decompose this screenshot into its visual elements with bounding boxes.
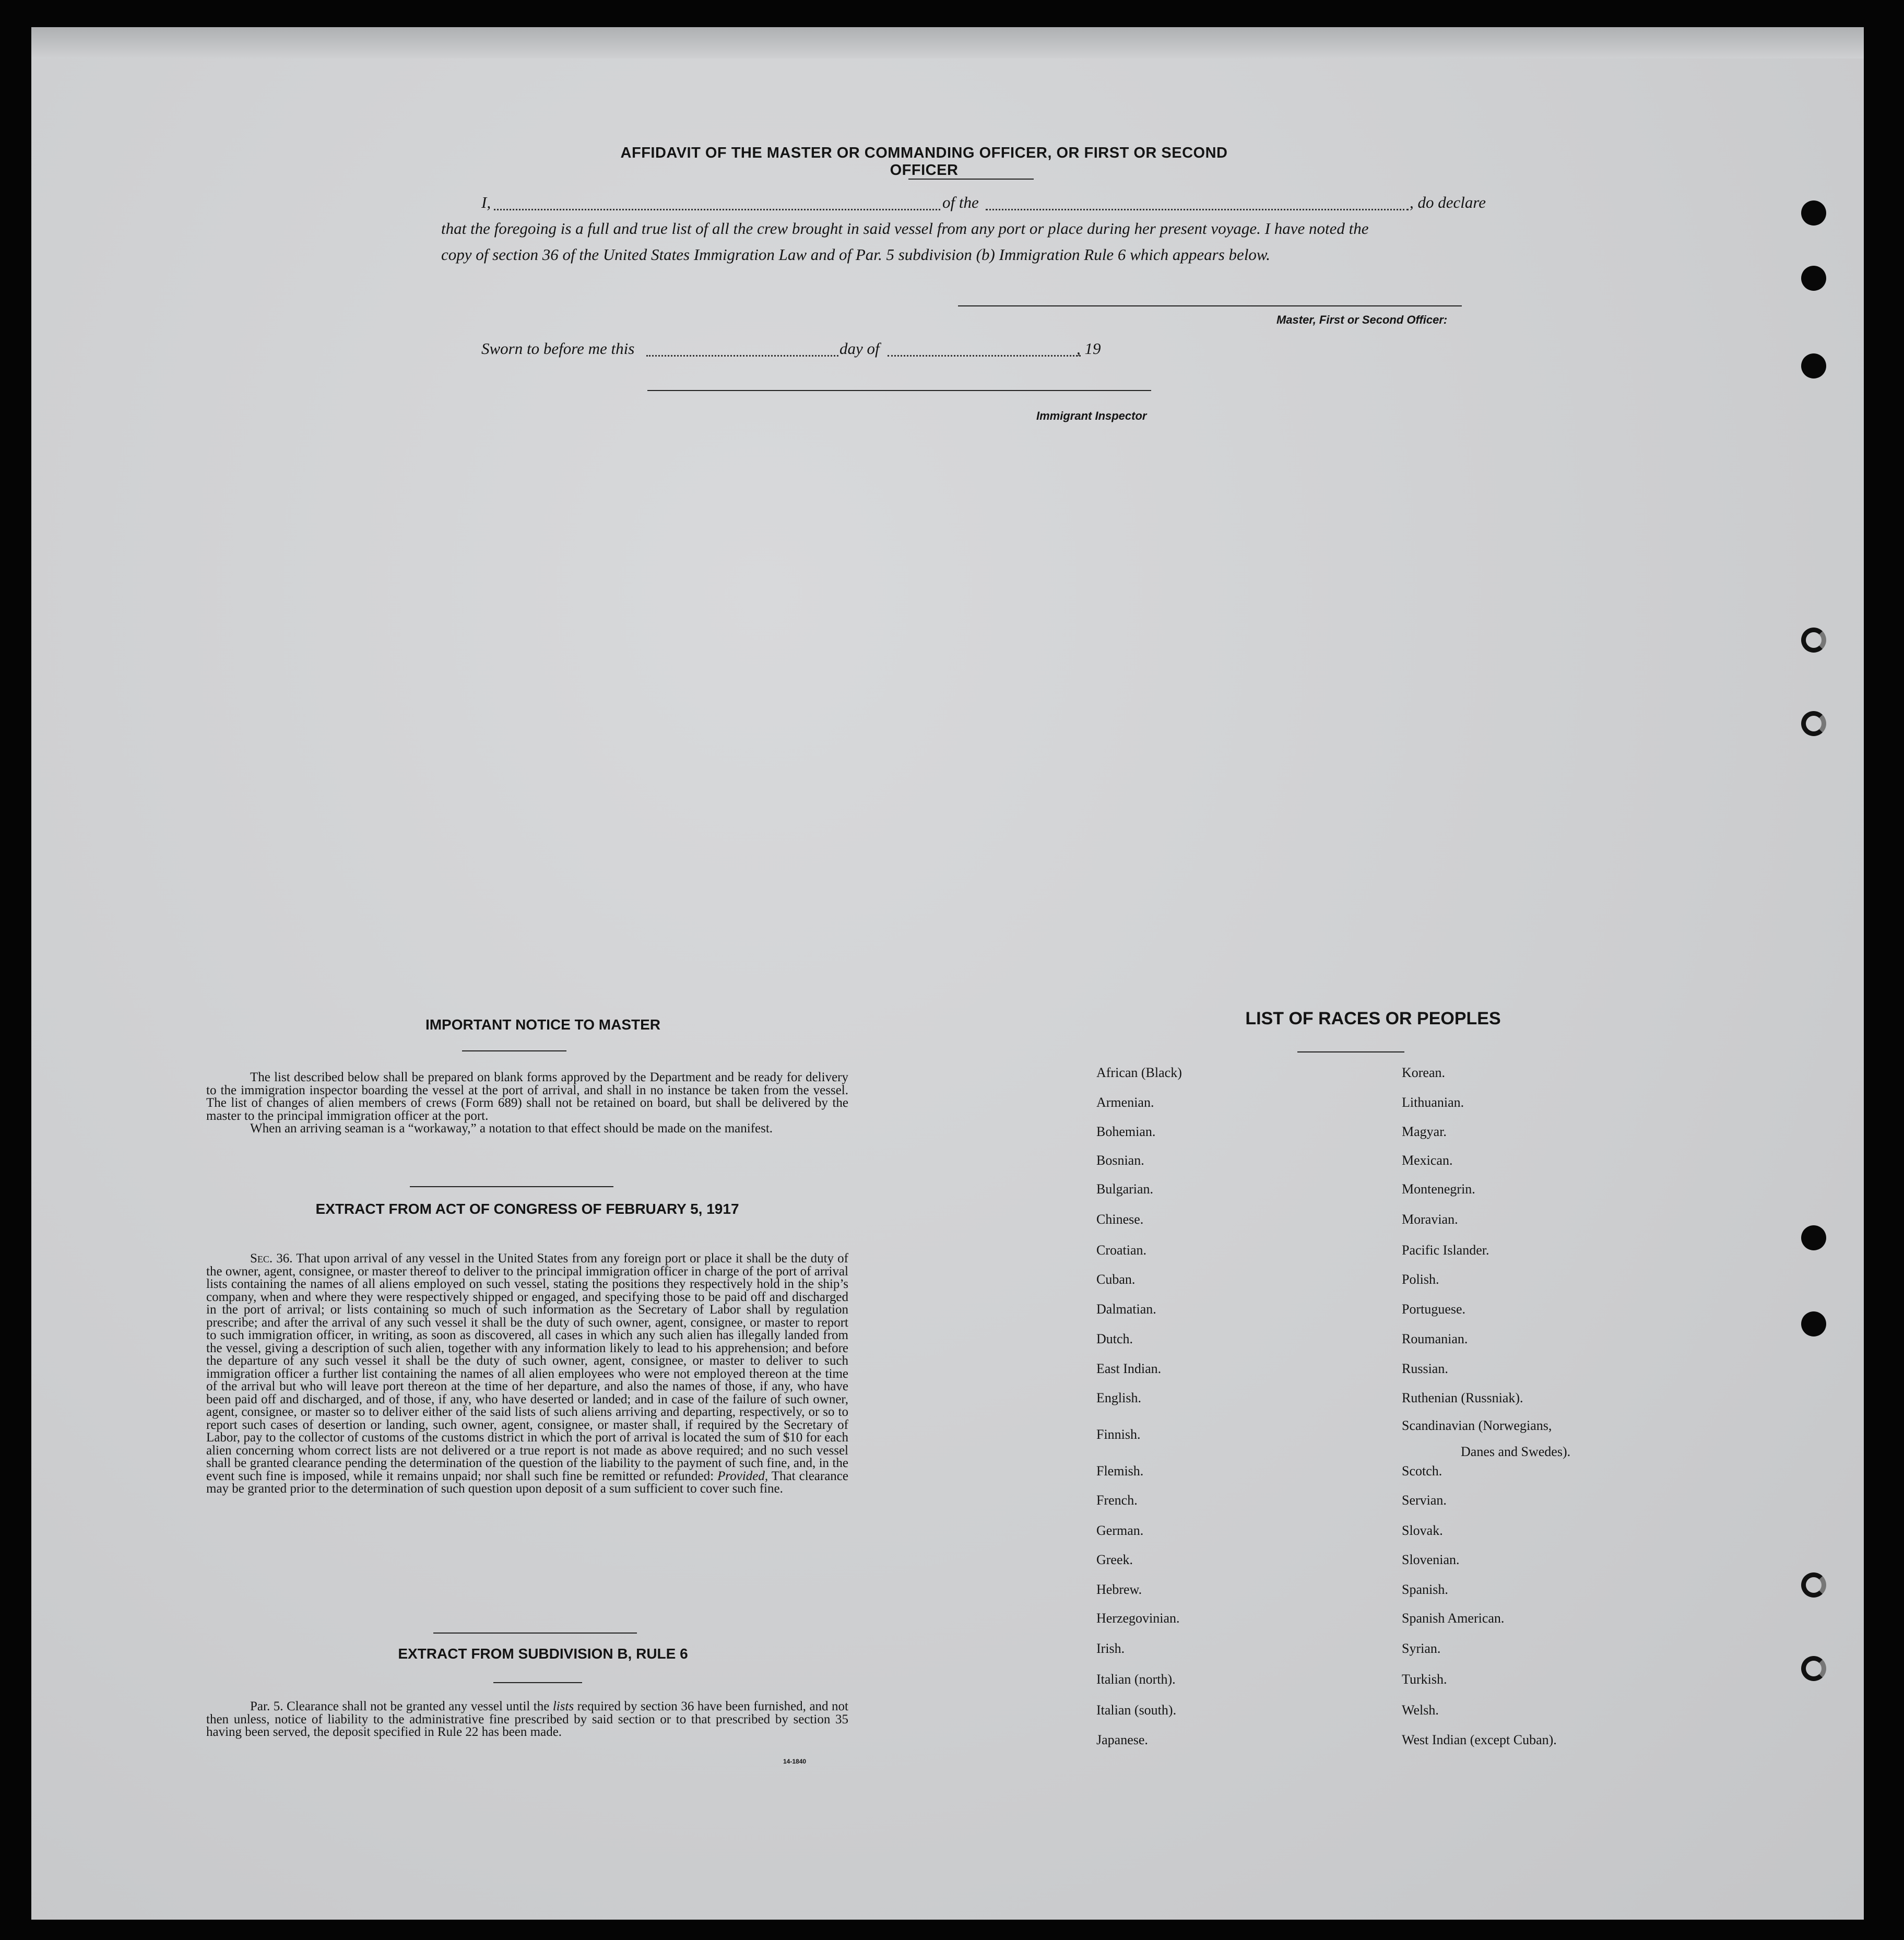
- race-item: Chinese.: [1096, 1212, 1144, 1227]
- race-item: Scotch.: [1402, 1463, 1442, 1478]
- race-item: Dutch.: [1096, 1331, 1133, 1346]
- race-item: Welsh.: [1402, 1702, 1439, 1718]
- punch-hole: [1801, 628, 1826, 653]
- sworn-label: Sworn to before me this: [481, 339, 635, 358]
- race-item: Moravian.: [1402, 1212, 1458, 1227]
- lists-word: lists: [552, 1699, 574, 1713]
- race-item: Scandinavian (Norwegians,: [1402, 1418, 1552, 1433]
- race-item: Bosnian.: [1096, 1153, 1144, 1168]
- divider: [433, 1633, 637, 1634]
- race-item: Bohemian.: [1096, 1124, 1156, 1139]
- race-item: Mexican.: [1402, 1153, 1453, 1168]
- affidavit-declare-label: , do declare: [1410, 193, 1486, 211]
- extract-rule-pre: Par. 5. Clearance shall not be granted any vessel until the: [250, 1699, 553, 1713]
- race-item: Lithuanian.: [1402, 1095, 1464, 1110]
- race-item: German.: [1096, 1523, 1144, 1538]
- punch-hole: [1801, 711, 1826, 736]
- year-label: , 19: [1077, 339, 1101, 358]
- race-item: Hebrew.: [1096, 1582, 1142, 1597]
- races-title: LIST OF RACES OR PEOPLES: [1245, 1009, 1501, 1028]
- extract-act-text: [206, 1252, 848, 1496]
- affidavit-title: AFFIDAVIT OF THE MASTER OR COMMANDING OFFICER, OR FIRST OR SECOND OFFICER: [620, 145, 1228, 179]
- race-item: African (Black): [1096, 1065, 1182, 1080]
- extract-rule-post: required by section 36 have been furnished, and not then unless, notice of liability to the administrative fine prescribed by said section or to that prescribed by section 35 having been served, the deposit specified in Rule 22 has been made.: [206, 1699, 849, 1739]
- extract-act-body: 36. That upon arrival of any vessel in the United States from any foreign port or place it shall be the duty of the owner, agent, consignee, or master thereof to deliver to the principal immigration officer in charge of the port of arrival lists containing the names of all aliens employed on such vessel, stating the positions they respectively hold in the ship’s company, when and where they were respectively shipped or engaged, and specifying those to be paid off and discharged in the port of arrival; or lists containing so much of such information as the Secretary of Labor shall by regulation prescribe; and after the arrival of any such vessel it shall be the duty of such owner, agent, consignee, or master to report to such immigration officer, in writing, as soon as discovered, all cases in which any such alien has illegally landed from the vessel, giving a description of such alien, together with any information likely to lead to his apprehension; and before the departure of any such vessel it shall be the duty of such owner, agent, consignee, or master to deliver to such immigration officer a further list containing the names of all alien employees who were not employed thereon at the time of the arrival but who will leave port thereon at the time of her departure, and also the names of those, if any, who have been paid off and discharged, and of those, if any, who have deserted or landed; and in case of the failure of such owner, agent, consignee, or master so to deliver either of the said lists of such aliens arriving and departing, respectively, or so to report such cases of desertion or landing, such owner, agent, consignee, or master shall, if required by the Secretary of Labor, pay to the collector of customs of the customs district in which the port of arrival is located the sum of $10 for each alien concerning whom correct lists are not delivered or a true report is not made as above required; and no such vessel shall be granted clearance pending the determination of the question of the liability to the payment of such fine, and, in the event such fine is imposed, while it remains unpaid; nor shall such fine be remitted or refunded:: [206, 1251, 848, 1483]
- notice-title: IMPORTANT NOTICE TO MASTER: [425, 1016, 661, 1033]
- master-signature-label: Master, First or Second Officer:: [1276, 313, 1448, 326]
- race-item: Ruthenian (Russniak).: [1402, 1390, 1523, 1405]
- divider: [410, 1186, 613, 1187]
- punch-hole: [1801, 353, 1826, 378]
- punch-hole: [1801, 266, 1826, 291]
- inspector-label: Immigrant Inspector: [1036, 409, 1147, 422]
- affidavit-line-2: that the foregoing is a full and true list of all the crew brought in said vessel from any port or place during her present voyage. I have noted the: [441, 219, 1369, 238]
- race-item: Pacific Islander.: [1402, 1243, 1489, 1258]
- race-item: Italian (north).: [1096, 1672, 1176, 1687]
- race-item: Greek.: [1096, 1552, 1133, 1567]
- race-item: French.: [1096, 1493, 1138, 1508]
- race-item: Dalmatian.: [1096, 1302, 1156, 1317]
- notice-paragraph-1: The list described below shall be prepared on blank forms approved by the Department and be ready for delivery to the immigration inspector boarding the vessel at the port of arrival, and shall in no instance be taken from the vessel. The list of changes of alien members of crews (Form 689) shall not be retained on board, but shall be delivered by the master to the principal immigration officer at the port.: [206, 1070, 848, 1123]
- extract-rule-title: EXTRACT FROM SUBDIVISION B, RULE 6: [398, 1646, 688, 1662]
- race-item: Irish.: [1096, 1641, 1125, 1656]
- race-item: Syrian.: [1402, 1641, 1441, 1656]
- race-item: Polish.: [1402, 1272, 1439, 1287]
- races-heading-underline: [1297, 1051, 1404, 1052]
- race-item: Italian (south).: [1096, 1702, 1177, 1718]
- master-signature-line[interactable]: [958, 305, 1462, 306]
- race-item: Slovak.: [1402, 1523, 1443, 1538]
- extract-act-title: EXTRACT FROM ACT OF CONGRESS OF FEBRUARY 5, 1917: [315, 1201, 739, 1217]
- punch-hole: [1801, 1311, 1826, 1336]
- race-item: Portuguese.: [1402, 1302, 1466, 1317]
- divider: [462, 1050, 566, 1051]
- race-item: West Indian (except Cuban).: [1402, 1732, 1557, 1747]
- provided-word: Provided,: [717, 1469, 768, 1483]
- sworn-month-field[interactable]: [888, 355, 1081, 357]
- punch-hole: [1801, 1225, 1826, 1250]
- race-item: Herzegovinian.: [1096, 1611, 1180, 1626]
- race-item: Flemish.: [1096, 1463, 1144, 1478]
- race-item: Montenegrin.: [1402, 1181, 1475, 1197]
- document-page: [31, 27, 1864, 1920]
- extract-rule-text: [206, 1700, 848, 1739]
- page-top-edge: [31, 27, 1864, 58]
- race-item: Spanish.: [1402, 1582, 1448, 1597]
- inspector-signature-line[interactable]: [647, 390, 1151, 391]
- race-item: English.: [1096, 1390, 1141, 1405]
- race-item: Spanish American.: [1402, 1611, 1505, 1626]
- sworn-day-field[interactable]: [646, 355, 838, 357]
- master-name-field[interactable]: [494, 209, 940, 210]
- divider: [493, 1682, 582, 1683]
- race-item: Cuban.: [1096, 1272, 1136, 1287]
- affidavit-line-3: copy of section 36 of the United States Immigration Law and of Par. 5 subdivision (b) Immigration Rule 6 which appears below.: [441, 245, 1271, 264]
- race-item: Magyar.: [1402, 1124, 1447, 1139]
- race-item: Japanese.: [1096, 1732, 1148, 1747]
- race-item: Bulgarian.: [1096, 1181, 1154, 1197]
- race-item: Slovenian.: [1402, 1552, 1460, 1567]
- race-item: East Indian.: [1096, 1361, 1162, 1376]
- punch-hole: [1801, 1572, 1826, 1598]
- punch-hole: [1801, 1656, 1826, 1681]
- race-item: Servian.: [1402, 1493, 1447, 1508]
- vessel-name-field[interactable]: [986, 209, 1409, 210]
- sec-label: Sec.: [250, 1251, 273, 1265]
- notice-text: [206, 1071, 848, 1135]
- race-item: Armenian.: [1096, 1095, 1154, 1110]
- divider: [908, 179, 1034, 180]
- notice-paragraph-2: When an arriving seaman is a “workaway,” a notation to that effect should be made on the manifest.: [250, 1121, 773, 1135]
- race-item: Russian.: [1402, 1361, 1448, 1376]
- race-item: Korean.: [1402, 1065, 1446, 1080]
- day-of-label: day of: [839, 339, 880, 358]
- affidavit-of-the-label: of the: [942, 193, 979, 211]
- race-scandinavian-continuation: Danes and Swedes).: [1461, 1444, 1571, 1459]
- punch-hole: [1801, 200, 1826, 226]
- race-item: Turkish.: [1402, 1672, 1447, 1687]
- race-item: Roumanian.: [1402, 1331, 1468, 1346]
- affidavit-i-label: I,: [481, 193, 491, 211]
- race-item: Finnish.: [1096, 1427, 1141, 1442]
- extract-act-tail: That clearance may be granted prior to the determination of such question upon deposit of a sum sufficient to cover such fine.: [206, 1469, 848, 1496]
- form-number: 14-1840: [783, 1758, 807, 1765]
- race-item: Croatian.: [1096, 1243, 1147, 1258]
